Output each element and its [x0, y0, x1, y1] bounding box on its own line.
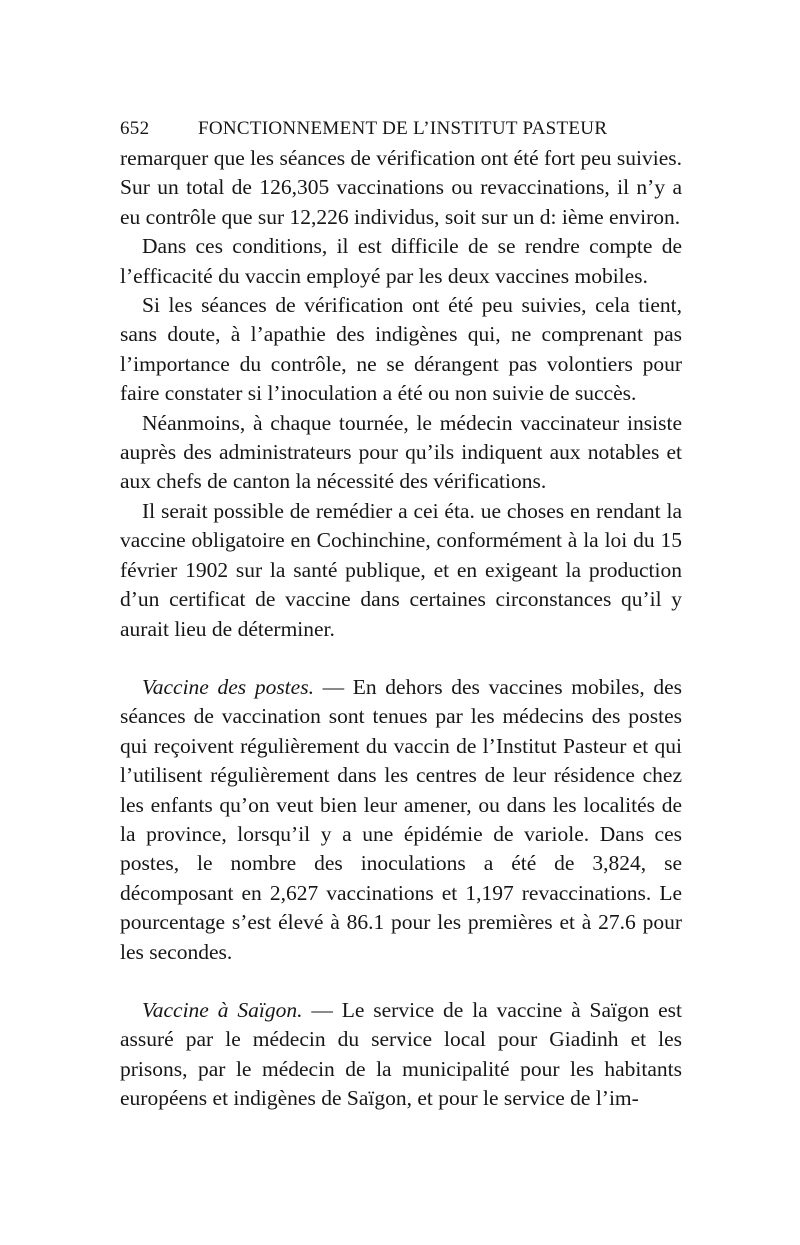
section-vaccine-postes [120, 673, 682, 967]
running-title: FONCTIONNEMENT DE L’INSTITUT PASTEUR [198, 118, 608, 139]
page-number: 652 [120, 118, 150, 139]
section-text-postes: — En dehors des vaccines mobiles, des séances de vaccination sont tenues par les médecins des postes qui reçoivent régulièrement du vaccin de l’Institut Pasteur et qui l’utilisent régulièrement dans les centres de leur résidence chez les enfants qu’on veut bien leur amener, ou dans les localités de la province, lorsqu’il y a une épidémie de variole. Dans ces postes, le nombre des inoculations a été de 3,824, se décomposant en 2,627 vaccinations et 1,197 revaccinations. Le pourcentage s’est élevé à 86.1 pour les premières et à 27.6 pour les secondes. [120, 674, 683, 964]
section-vaccine-saigon [120, 996, 682, 1114]
section-rubric-saigon: Vaccine à Saïgon. [142, 997, 303, 1022]
paragraph-remedy: Il serait possible de remédier a cei éta. ue choses en rendant la vaccine obligatoire en Cochinchine, conformément à la loi du 15 février 1902 sur la santé publique, et en exigeant la production d’un certificat de vaccine dans certaines circonstances qu’il y aurait lieu de déterminer. [120, 498, 682, 641]
section-rubric-postes: Vaccine des postes. [142, 674, 314, 699]
paragraph-conditions: Dans ces conditions, il est difficile de se rendre compte de l’efficacité du vaccin employé par les deux vaccines mobiles. [120, 234, 682, 288]
paragraph-verification: Si les séances de vérification ont été peu suivies, cela tient, sans doute, à l’apathie des indigènes qui, ne comprenant pas l’importance du contrôle, ne se dérangent pas volontiers pour faire constater si l’inoculation a été ou non suivie de succès. [120, 293, 682, 406]
page-header [120, 118, 682, 140]
paragraph-tournee: Néanmoins, à chaque tournée, le médecin vaccinateur insiste auprès des administrateurs pour qu’ils indiquent aux notables et aux chefs de canton la nécessité des vérifications. [120, 410, 682, 494]
section-text-saigon: — Le service de la vaccine à Saïgon est assuré par le médecin du service local pour Giadinh et les prisons, par le médecin de la municipalité pour les habitants européens et indigènes de Saïgon, et pour le service de l’im- [120, 997, 683, 1111]
book-page [120, 118, 682, 1114]
paragraph-continued: remarquer que les séances de vérification ont été fort peu suivies. Sur un total de 126,305 vaccinations ou revaccinations, il n’y a eu contrôle que sur 12,226 individus, soit sur un d: ième environ. [120, 146, 682, 229]
